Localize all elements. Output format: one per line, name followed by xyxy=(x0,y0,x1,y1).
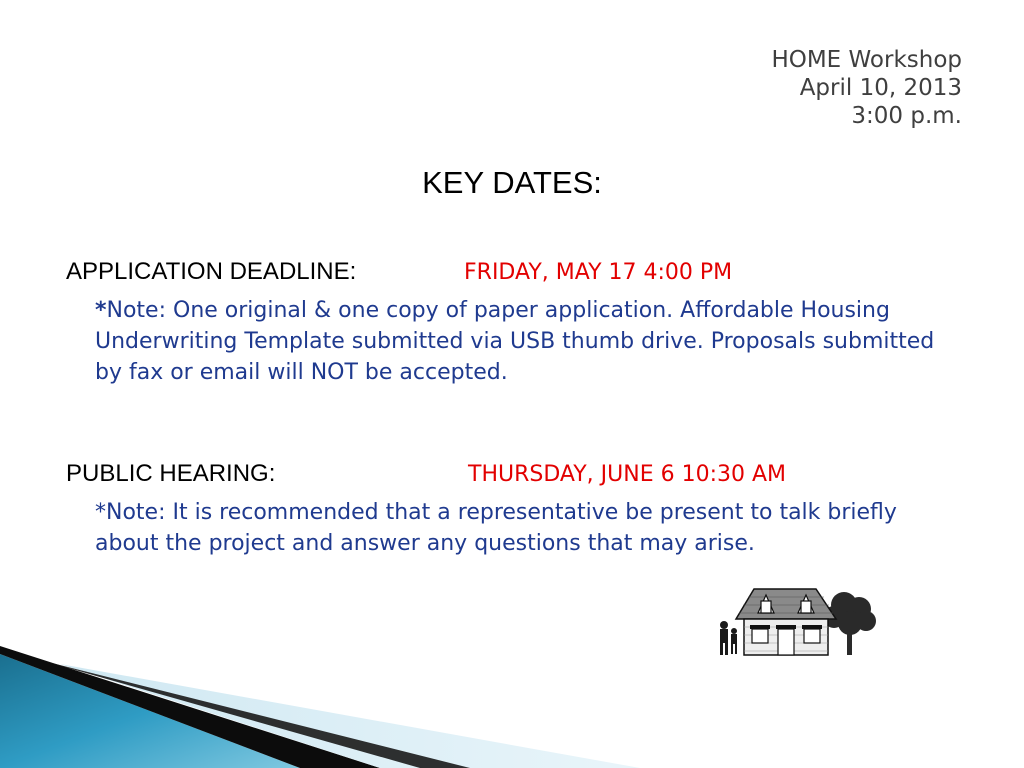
header-date: April 10, 2013 xyxy=(799,75,962,101)
decorative-swoosh xyxy=(0,640,1024,768)
slide-header xyxy=(771,46,962,130)
header-time: 3:00 p.m. xyxy=(851,103,962,129)
application-deadline-note xyxy=(95,295,965,388)
public-hearing-note xyxy=(95,497,965,559)
application-deadline-note-text: Note: One original & one copy of paper application. Affordable Housing Underwriting Template submitted via USB thumb drive. Proposals submitted by fax or email will NOT be accepted. xyxy=(95,298,935,385)
public-hearing-value: THURSDAY, JUNE 6 10:30 AM xyxy=(468,462,787,487)
note-asterisk: * xyxy=(95,298,107,323)
public-hearing-label: PUBLIC HEARING: xyxy=(66,460,276,487)
note-asterisk: * xyxy=(95,500,106,525)
header-title: HOME Workshop xyxy=(771,47,962,73)
application-deadline-value: FRIDAY, MAY 17 4:00 PM xyxy=(464,260,733,285)
public-hearing-note-text: Note: It is recommended that a representative be present to talk briefly about the project and answer any questions that may arise. xyxy=(95,500,897,556)
application-deadline-label: APPLICATION DEADLINE: xyxy=(66,258,357,285)
slide-title: KEY DATES: xyxy=(422,165,602,200)
